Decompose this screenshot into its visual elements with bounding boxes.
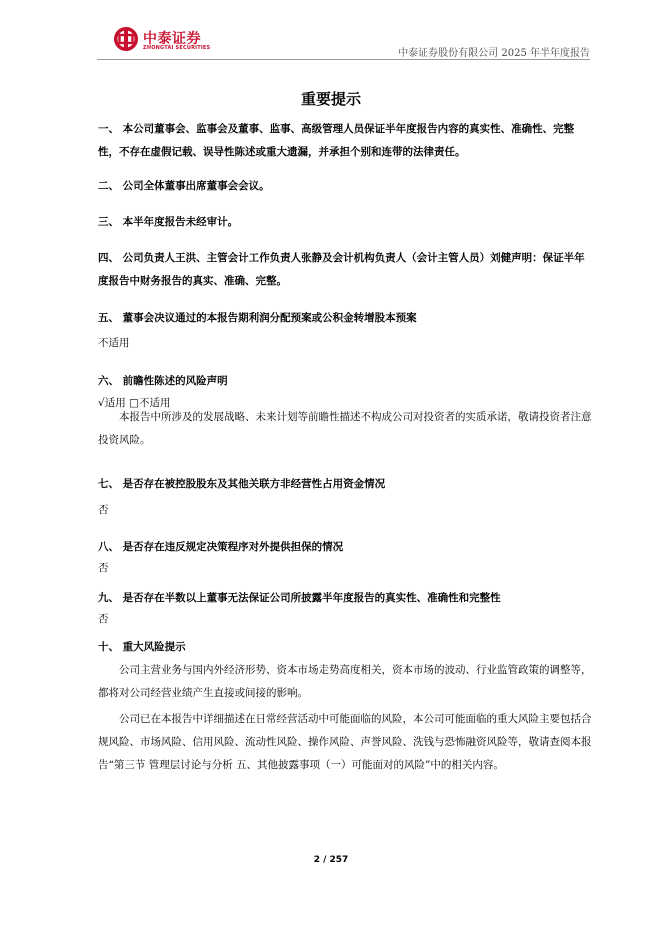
section-9-heading: 九、 是否存在半数以上董事无法保证公司所披露半年度报告的真实性、准确性和完整性 — [98, 592, 501, 604]
report-header-title: 中泰证券股份有限公司 2025 年半年度报告 — [398, 48, 590, 59]
section-9-answer: 否 — [98, 613, 109, 625]
section-8-answer: 否 — [98, 562, 109, 574]
page-title: 重要提示 — [300, 90, 361, 108]
section-7-answer: 否 — [98, 504, 109, 516]
section-5-answer: 不适用 — [98, 337, 130, 349]
zhongtai-logo-icon — [113, 26, 139, 52]
page-header — [0, 0, 662, 60]
applicable-checkbox-line: √适用 □不适用 — [98, 397, 171, 409]
section-2: 二、 公司全体董事出席董事会会议。 — [98, 180, 270, 192]
section-10-paragraph-2: 公司已在本报告中详细描述在日常经营活动中可能面临的风险，本公司可能面临的重大风险主要包括合规风险、市场风险、信用风险、流动性风险、操作风险、声誉风险、洗钱与恐怖融资风险等，敬请查阅本报告“第三节 管理层讨论与分析 五、其他披露事项（一）可能面对的风险”中的相关内容。 — [98, 713, 592, 771]
header-divider — [97, 59, 590, 60]
section-3: 三、 本半年度报告未经审计。 — [98, 216, 239, 228]
section-6-body: 本报告中所涉及的发展战略、未来计划等前瞻性描述不构成公司对投资者的实质承诺，敬请投资者注意投资风险。 — [98, 411, 592, 446]
section-10-heading: 十、 重大风险提示 — [98, 641, 186, 653]
section-7-heading: 七、 是否存在被控股股东及其他关联方非经营性占用资金情况 — [98, 478, 386, 490]
section-1: 一、 本公司董事会、监事会及董事、监事、高级管理人员保证半年度报告内容的真实性、准确性、完整性，不存在虚假记载、误导性陈述或重大遗漏，并承担个别和连带的法律责任。 — [98, 123, 575, 158]
logo-english-text: ZHONGTAI SECURITIES — [143, 45, 211, 51]
section-10-paragraph-1: 公司主营业务与国内外经济形势、资本市场走势高度相关，资本市场的波动、行业监管政策的调整等，都将对公司经营业绩产生直接或间接的影响。 — [98, 664, 592, 699]
section-8-heading: 八、 是否存在违反规定决策程序对外提供担保的情况 — [98, 541, 344, 553]
section-6-heading: 六、 前瞻性陈述的风险声明 — [98, 375, 228, 387]
section-5-heading: 五、 董事会决议通过的本报告期利润分配预案或公积金转增股本预案 — [98, 312, 417, 324]
page-number: 2 / 257 — [313, 855, 349, 865]
logo-chinese-text: 中泰证券 — [143, 31, 201, 47]
section-4: 四、 公司负责人王洪、主管会计工作负责人张静及会计机构负责人（会计主管人员）刘健声明：保证半年度报告中财务报告的真实、准确、完整。 — [98, 252, 585, 287]
company-logo — [113, 26, 233, 56]
